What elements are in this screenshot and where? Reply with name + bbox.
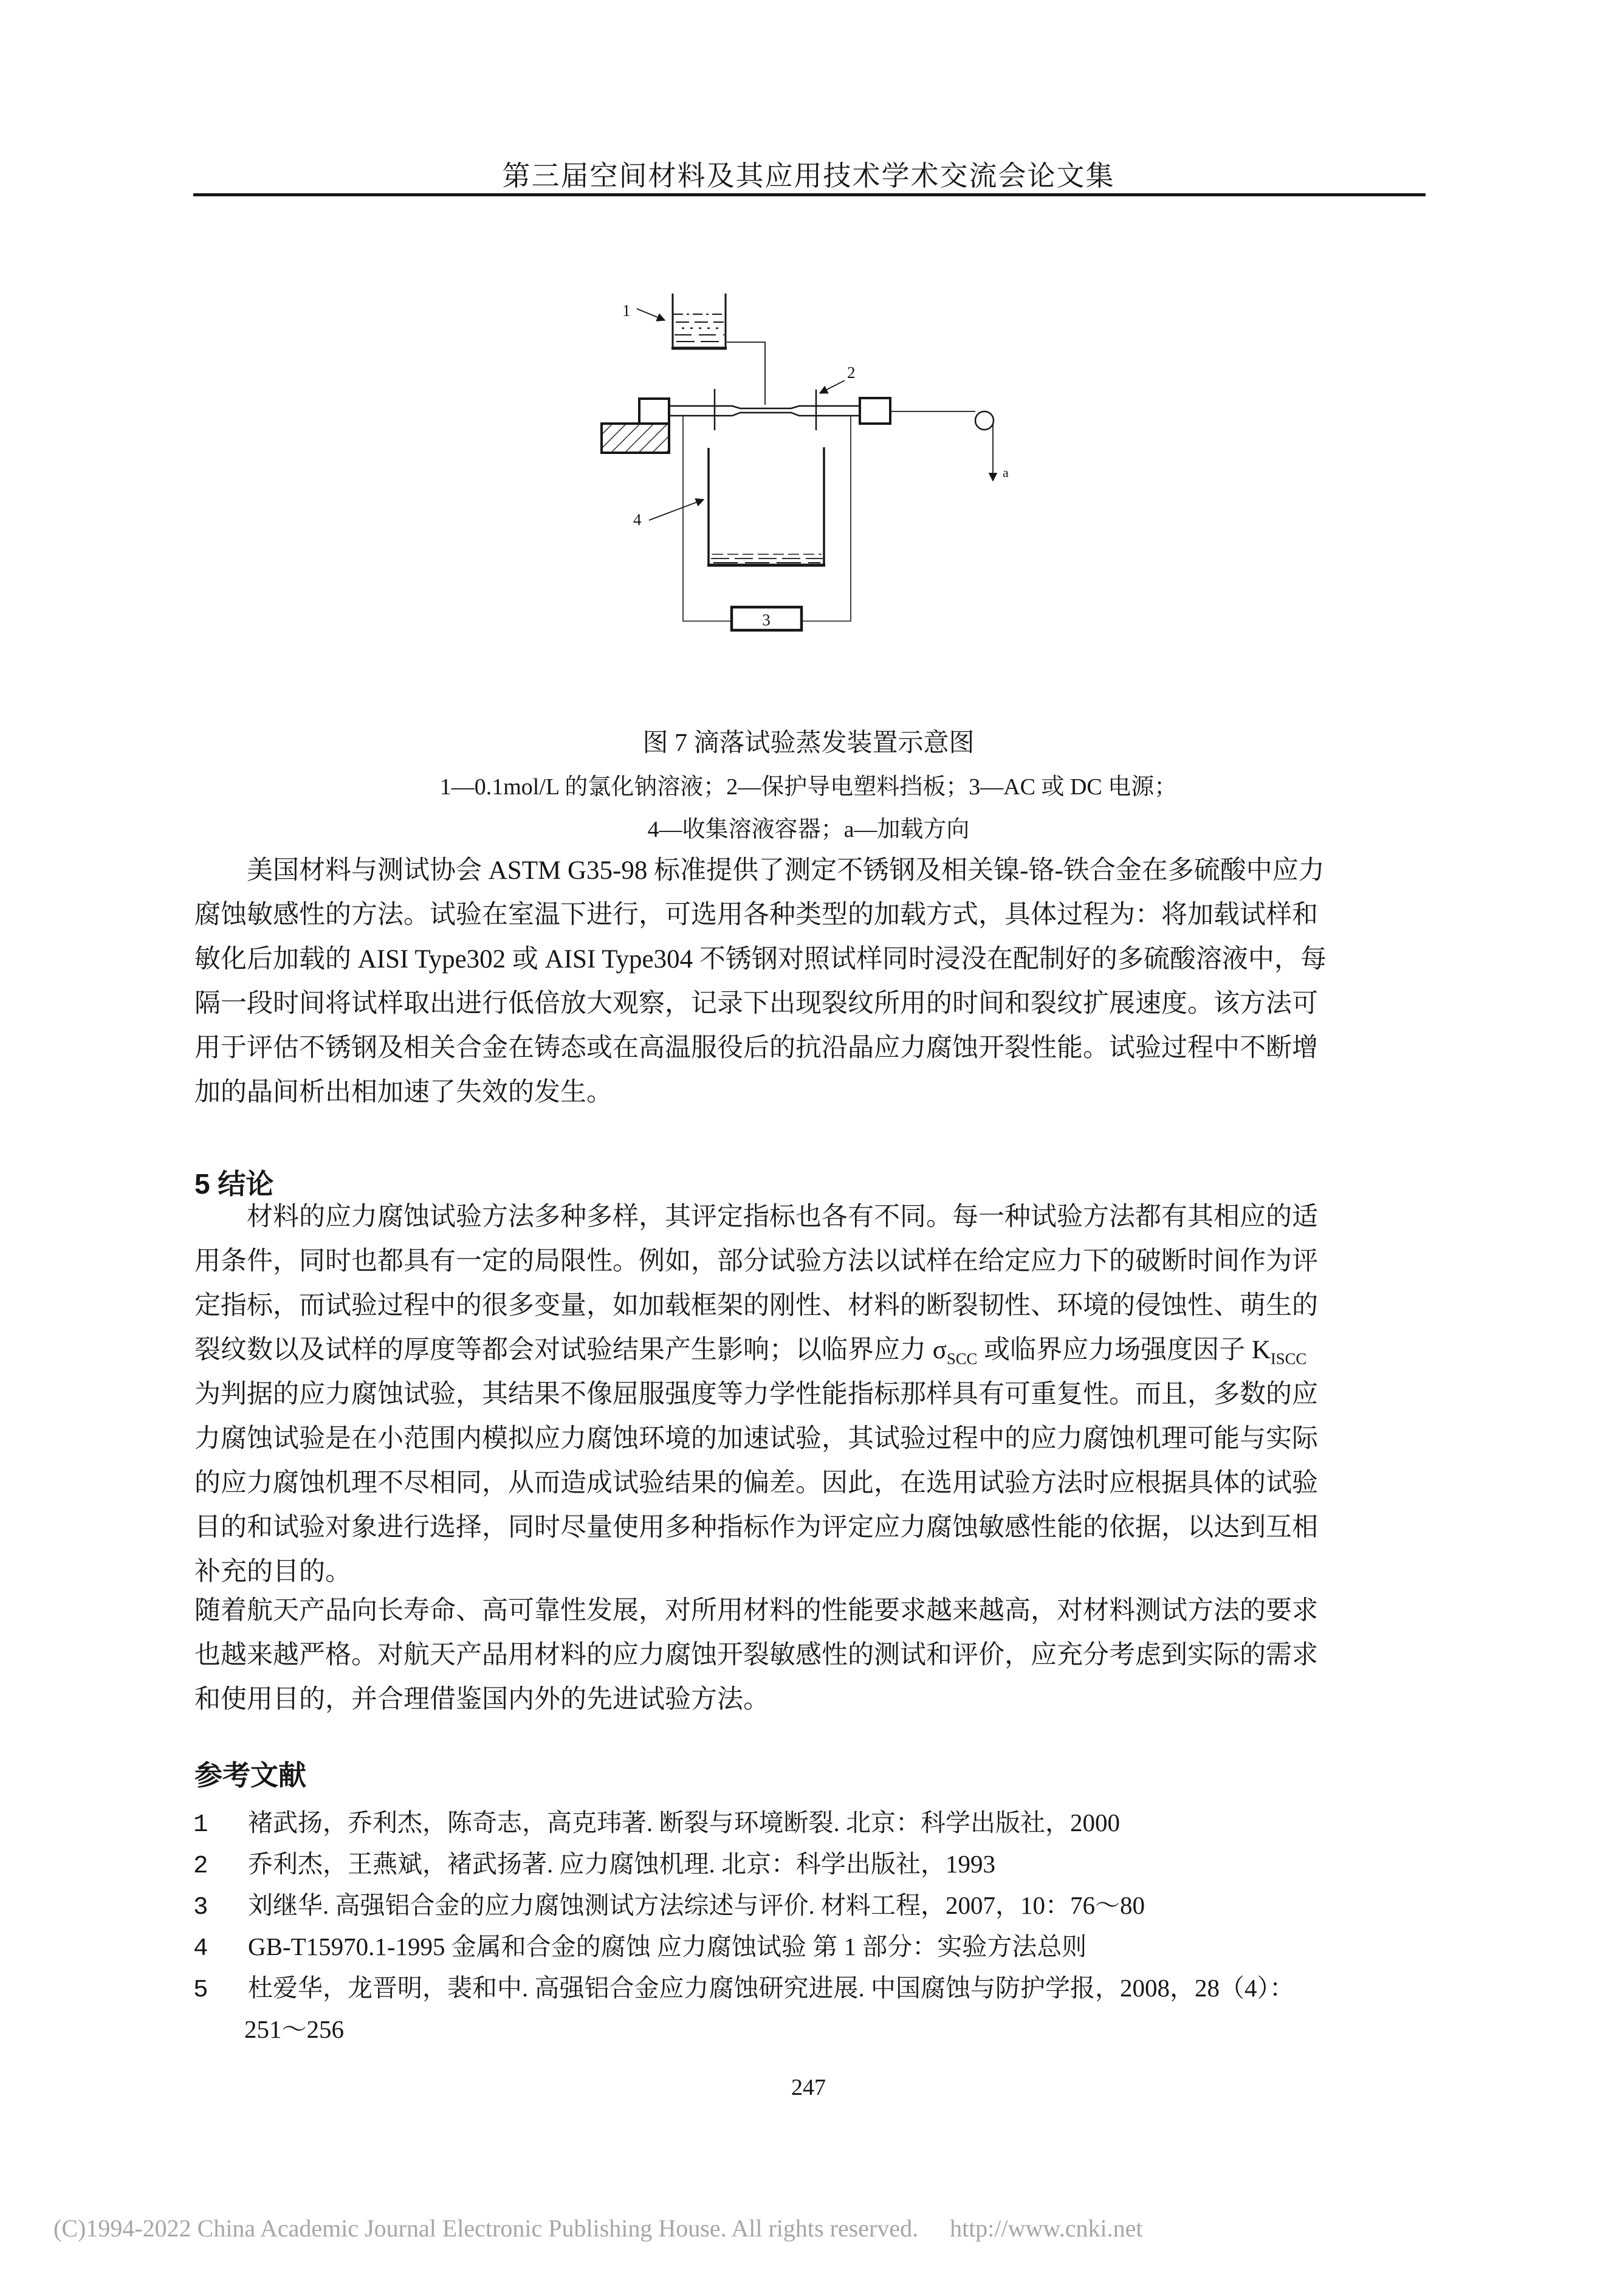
reference-item — [193, 1848, 1469, 1882]
figure-caption-legend-1: 1—0.1mol/L 的氯化钠溶液；2—保护导电塑料挡板；3—AC 或 DC 电源； — [439, 774, 1178, 800]
tensile-specimen — [669, 406, 860, 416]
footer-url: http://www.cnki.net — [950, 2215, 1143, 2242]
paragraph-line: 美国材料与测试协会 ASTM G35-98 标准提供了测定不锈钢及相关镍-铬-铁合金在多硫酸中应力 — [247, 856, 1325, 885]
paragraph-line: 加的晶间析出相加速了失效的发生。 — [194, 1078, 613, 1107]
header-rule — [193, 193, 1426, 196]
reference-number: 2 — [193, 1852, 208, 1880]
paragraph-line: 目的和试验对象进行选择，同时尽量使用多种指标作为评定应力腐蚀敏感性能的依据，以达到互相 — [194, 1513, 1318, 1542]
paragraph-line: 补充的目的。 — [194, 1558, 351, 1586]
figure-label-a: a — [1003, 465, 1009, 480]
reference-number: 4 — [193, 1935, 208, 1963]
reference-number: 3 — [193, 1894, 208, 1922]
footer-copyright: (C)1994-2022 China Academic Journal Electronic Publishing House. All rights reserved. — [53, 2215, 919, 2242]
left-grip — [639, 399, 669, 424]
reference-number: 1 — [193, 1811, 208, 1839]
page-number: 247 — [791, 2075, 826, 2100]
reference-text: 乔利杰，王燕斌，褚武扬著. 应力腐蚀机理. 北京：科学出版社，1993 — [248, 1850, 995, 1878]
paragraph-line: 随着航天产品向长寿命、高可靠性发展，对所用材料的性能要求越来越高，对材料测试方法的要求 — [194, 1597, 1318, 1625]
paragraph-line: 也越来越严格。对航天产品用材料的应力腐蚀开裂敏感性的测试和评价，应充分考虑到实际的需求 — [194, 1641, 1318, 1669]
reference-item — [193, 1889, 1469, 1923]
paragraph-line: 敏化后加载的 AISI Type302 或 AISI Type304 不锈钢对照试样同时浸没在配制好的多硫酸溶液中，每 — [194, 945, 1327, 974]
subscript-scc: SCC — [946, 1349, 978, 1368]
figure-label-4: 4 — [633, 510, 642, 529]
reference-text: 杜爱华，龙晋明，裴和中. 高强铝合金应力腐蚀研究进展. 中国腐蚀与防护学报，2008，28（4）： — [248, 1974, 1294, 2002]
reference-continuation: 251～256 — [244, 2015, 344, 2043]
paragraph-line: 的应力腐蚀机理不尽相同，从而造成试验结果的偏差。因此，在选用试验方法时应根据具体的试验 — [194, 1469, 1318, 1497]
reference-text: 褚武扬，乔利杰，陈奇志，高克玮著. 断裂与环境断裂. 北京：科学出版社，2000 — [248, 1809, 1120, 1837]
arrow-to-container — [649, 500, 704, 520]
paragraph-line: 力腐蚀试验是在小范围内模拟应力腐蚀环境的加速试验，其试验过程中的应力腐蚀机理可能与实际 — [194, 1425, 1318, 1453]
paragraph-line: 为判据的应力腐蚀试验，其结果不像屈服强度等力学性能指标那样具有可重复性。而且，多数的应 — [194, 1380, 1318, 1409]
paragraph-line: 隔一段时间将试样取出进行低倍放大观察，记录下出现裂纹所用的时间和裂纹扩展速度。该方法可 — [194, 989, 1318, 1018]
line-segment: 裂纹数以及试样的厚度等都会对试验结果产生影响；以临界应力 σ — [194, 1336, 947, 1364]
paragraph-line: 腐蚀敏感性的方法。试验在室温下进行，可选用各种类型的加载方式，具体过程为：将加载试样和 — [194, 901, 1318, 929]
reference-item — [193, 1807, 1469, 1841]
line-segment: 或临界应力场强度因子 K — [977, 1336, 1271, 1364]
reference-number: 5 — [193, 1976, 208, 2004]
paragraph-line: 和使用目的，并合理借鉴国内外的先进试验方法。 — [194, 1685, 769, 1714]
paragraph-line: 定指标，而试验过程中的很多变量，如加载框架的刚性、材料的断裂韧性、环境的侵蚀性、萌生的 — [194, 1291, 1318, 1320]
reference-text: GB-T15970.1-1995 金属和合金的腐蚀 应力腐蚀试验 第 1 部分：实验方法总则 — [248, 1933, 1087, 1961]
arrow-to-beaker — [637, 309, 665, 320]
fixed-support-hatched — [602, 424, 669, 453]
paragraph-line: 用条件，同时也都具有一定的局限性。例如，部分试验方法以试样在给定应力下的破断时间作为评 — [194, 1247, 1318, 1276]
figure-evaporation-apparatus — [577, 280, 1039, 644]
reference-text: 刘继华. 高强铝合金的应力腐蚀测试方法综述与评价. 材料工程，2007，10：76～80 — [248, 1891, 1145, 1919]
subscript-iscc: ISCC — [1270, 1349, 1307, 1368]
reference-item — [193, 1972, 1469, 2006]
drip-tube — [727, 342, 765, 405]
figure-caption-title: 图 7 滴落试验蒸发装置示意图 — [642, 729, 975, 757]
figure-label-2: 2 — [847, 363, 856, 382]
right-grip — [860, 398, 890, 424]
figure-label-1: 1 — [622, 301, 631, 320]
paragraph-line: 用于评估不锈钢及相关合金在铸态或在高温服役后的抗沿晶应力腐蚀开裂性能。试验过程中不断增 — [194, 1034, 1318, 1062]
footer — [53, 2213, 1573, 2244]
wire-left — [683, 416, 732, 621]
pulley — [975, 411, 994, 430]
arrow-to-baffle — [820, 380, 845, 393]
wire-right — [802, 416, 851, 621]
paragraph-line: 材料的应力腐蚀试验方法多种多样，其评定指标也各有不同。每一种试验方法都有其相应的适 — [247, 1203, 1318, 1231]
apparatus-diagram — [577, 280, 1039, 644]
page-header-title: 第三届空间材料及其应用技术学术交流会论文集 — [502, 160, 1115, 191]
figure-caption-legend-2: 4—收集溶液容器；a—加载方向 — [647, 817, 970, 842]
section-heading-conclusion: 5 结论 — [194, 1168, 274, 1200]
beaker-1-solution — [671, 294, 727, 348]
figure-label-3: 3 — [762, 611, 771, 629]
reference-item — [193, 1931, 1469, 1965]
collecting-container — [707, 447, 825, 565]
references-heading: 参考文献 — [194, 1759, 306, 1791]
paragraph-line-with-subscripts — [194, 1335, 1432, 1375]
